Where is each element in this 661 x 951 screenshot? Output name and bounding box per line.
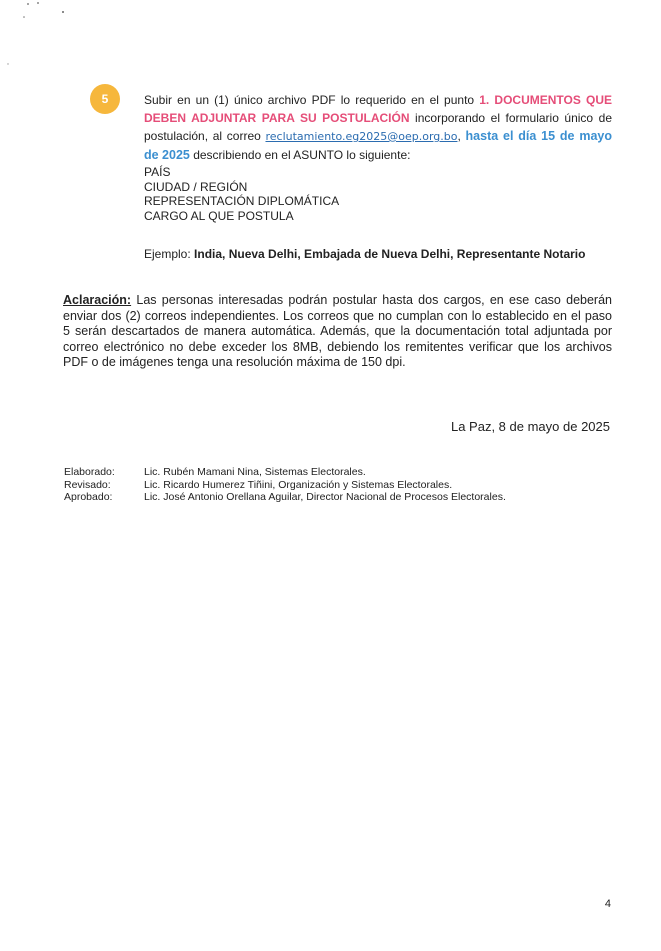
deadline-text: hasta el día 15 de mayo de 2025 xyxy=(144,129,612,162)
step-text-part: Subir en un (1) único archivo PDF lo requerido en el punto xyxy=(144,93,480,107)
step-text-part: incorporando el formulario único de postulación, al correo xyxy=(144,111,612,143)
documents-section-reference: 1. DOCUMENTOS QUE DEBEN ADJUNTAR PARA SU POSTULACIÓN xyxy=(144,93,612,125)
example-label: Ejemplo: xyxy=(144,247,195,261)
signoff-row xyxy=(64,466,506,479)
step-number-badge: 5 xyxy=(90,84,120,114)
signoff-row xyxy=(64,491,506,504)
subject-example xyxy=(144,247,585,261)
subject-line: CARGO AL QUE POSTULA xyxy=(144,208,294,223)
signoff-person: Lic. Ricardo Humerez Tiñini, Organización y Sistemas Electorales. xyxy=(144,478,453,491)
step-text-part: describiendo en el ASUNTO lo siguiente: xyxy=(189,148,411,162)
subject-field-list xyxy=(144,165,339,223)
example-value: India, Nueva Delhi, Embajada de Nueva Delhi, Representante Notario xyxy=(194,247,586,261)
subject-line: CIUDAD / REGIÓN xyxy=(144,179,248,194)
note-label: Aclaración: xyxy=(63,293,132,307)
signoff-role: Elaborado: xyxy=(64,466,115,478)
subject-line: PAÍS xyxy=(144,165,171,179)
signoff-person: Lic. José Antonio Orellana Aguilar, Director Nacional de Procesos Electorales. xyxy=(144,491,506,503)
signoff-role: Revisado: xyxy=(64,478,111,491)
place-date: La Paz, 8 de mayo de 2025 xyxy=(450,419,610,434)
step-text-part: , xyxy=(457,129,466,143)
clarification-note xyxy=(63,293,612,371)
subject-line: REPRESENTACIÓN DIPLOMÁTICA xyxy=(144,194,340,208)
signoff-person: Lic. Rubén Mamani Nina, Sistemas Electorales. xyxy=(144,466,366,478)
signoff-role: Aprobado: xyxy=(64,491,113,503)
page-number: 4 xyxy=(604,898,611,910)
email-link[interactable]: reclutamiento.eg2025@oep.org.bo xyxy=(265,130,458,143)
note-text: Las personas interesadas podrán postular hasta dos cargos, en ese caso deberán enviar dos (2) correos independientes. Los correos que no cumplan con lo establecido en el paso 5 serán descartados de manera automática. Además, que la documentación total adjuntada por correo electrónico no debe exceder los 8MB, debiendo los remitentes verificar que los archivos PDF o de imágenes tenga una resolución máxima de 150 dpi. xyxy=(63,293,612,369)
signoff-block xyxy=(64,466,506,504)
signoff-row xyxy=(64,479,506,492)
step-instruction xyxy=(144,91,612,164)
scan-specks xyxy=(0,0,120,90)
